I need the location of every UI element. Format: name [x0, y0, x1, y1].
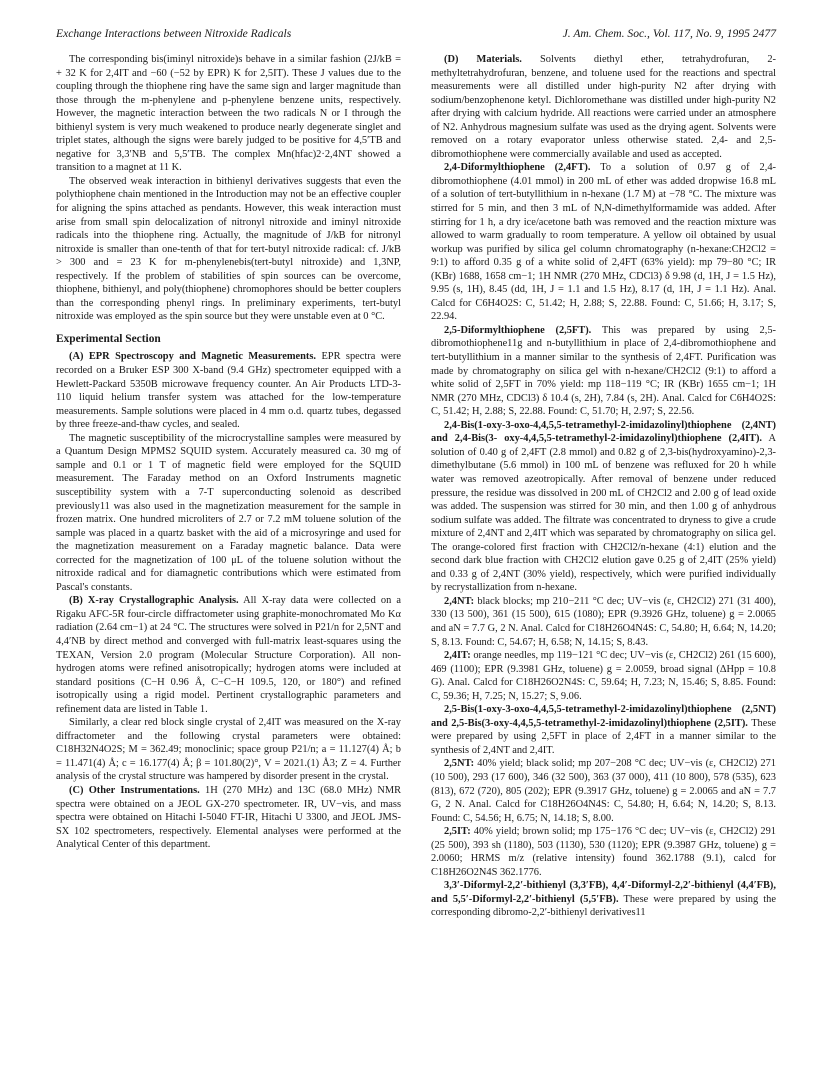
subsection-heading-epr: (A) EPR Spectroscopy and Magnetic Measurements. — [69, 351, 316, 363]
paragraph-2-5it — [431, 825, 776, 879]
compound-heading-bithienyl: 3,3′-Diformyl-2,2′-bithienyl (3,3′FB), 4,4′-Diformyl-2,2′-bithienyl (4,4′FB), and 5,5′-Diformyl-2,2′-bithienyl (5,5′FB). — [431, 880, 776, 905]
paragraph-coupling: The corresponding bis(iminyl nitroxide)s behave in a similar fashion (2J/kB = + 32 K for 2,4IT and −60 (−52 by EPR) K for 2,5IT). These J values due to the coupling through the thiophene ring have the same sign and larger magnitude than those through the m-phenylene and p-phenylene benzene units, respectively. However, the magnetic interaction between the two radicals N or I through the bithienyl system is very much weakened to produce nearly degenerate singlet and triplet states, although the signs were barely judged to be positive for 4,5′TB and negative for 3,3′NB and 5,5′TB. The complex Mn(hfac)2·2,4NT showed a transition to a magnet at 11 K. — [56, 54, 401, 174]
paragraph-epr — [56, 350, 401, 431]
compound-heading-bis-2-4: 2,4-Bis(1-oxy-3-oxo-4,4,5,5-tetramethyl-2-imidazolinyl)thiophene (2,4NT) and 2,4-Bis(3- oxy-4,4,5,5-tetramethyl-2-imidazolinyl)thiophene (2,4IT). — [431, 419, 776, 445]
compound-label-2-5nt: 2,5NT: — [444, 758, 475, 770]
compound-data-2-5it: 40% yield; brown solid; mp 175−176 °C dec; UV−vis (ε, CH2Cl2) 291 (25 500), 393 sh (1180), 503 (1130), 530 (1120); EPR (9.3987 GHz, toluene) g = 2.0060; HRMS m/z (relative intensity) found 362.1788 (9.1), calcd for C18H26O2N4S 362.1776. — [431, 826, 776, 878]
subsection-heading-instrumentation: (C) Other Instrumentations. — [69, 784, 200, 796]
epr-text: EPR spectra were recorded on a Bruker ESP 300 X-band (9.4 GHz) spectrometer equipped with a Hewlett-Packard 5350B microwave frequency counter. An Air Products LTD-3-110 liquid helium transfer system was attached for the low-temperature measurements. Sample solutions were placed in 4 mm o.d. quartz tubes, degassed by three freeze-and-thaw cycles, and sealed. — [56, 351, 401, 431]
compound-text-bis-2-5: These were prepared by using 2,5FT in place of 2,4FT in a manner similar to the synthesis of 2,4NT and 2,4IT. — [431, 717, 776, 756]
paragraph-xray — [56, 594, 401, 716]
compound-heading-2-4ft: 2,4-Diformylthiophene (2,4FT). — [444, 162, 591, 174]
paragraph-bis-2-4 — [431, 419, 776, 595]
paragraph-bithienyl — [431, 879, 776, 920]
compound-text-bis-2-4: A solution of 0.40 g of 2,4FT (2.8 mmol) and 0.82 g of 2,3-bis(hydroxyamino)-2,3-dimethylbutane (5.6 mmol) in 100 mL of benzene was refluxed for 20 h while water was removed azeotropically. After removal of benzene under reduced pressure, the residue was dissolved in 200 mL of CH2Cl2 and 2.00 g of lead oxide was added. The suspension was stirred for 30 min, and then 1.00 g of anhydrous sodium sulfate was added. The filtrate was concentrated to dryness to give a crude mixture of 2,4NT and 2,4IT which was separated by chromatography on silica gel. The orange-colored first fraction with CH2Cl2/n-hexane (4:1) elution and the second dark blue fraction with CH2Cl2 elution gave 0.25 g of 2,4IT (25% yield) and 0.33 g of 2,4NT (30% yield), respectively, which were purified individually by recrystallization from n-hexane. — [431, 433, 776, 594]
compound-text-2-4ft: To a solution of 0.97 g of 2,4-dibromothiophene (4.01 mmol) in 200 mL of ether was added dropwise 16.8 mL of a solution of tert-butyllithium in n-hexane (1.7 M) at −78 °C. The mixture was stirred for 5 min, and then 3 mL of N,N-dimethylformamide was added. After stirring for 1 h, a dry ice/acetone bath was removed and the reaction mixture was allowed to warm gradually to room temperature. A yellow oil obtained by usual workup was purified by silica gel column chromatography (n-hexane:CH2Cl2 = 9:1) to afford 0.35 g of a white solid of 2,4FT (63% yield): mp 79−80 °C; IR (KBr) 1688, 1658 cm−1; 1H NMR (270 MHz, CDCl3) δ 9.98 (d, 1H, J = 1.5 Hz), 9.95 (s, 1H), 8.45 (dd, 1H, J = 1.1 and 1.5 Hz), 8.17 (d, 1H, J = 1.1 Hz). Anal. Calcd for C6H4O2S: C, 51.42; H, 2.88; S, 22.88. Found: C, 51.66; H, 3.17; S, 22.94. — [431, 162, 776, 323]
paragraph-instrumentation — [56, 784, 401, 852]
compound-heading-2-5ft: 2,5-Diformylthiophene (2,5FT). — [444, 324, 592, 336]
compound-label-2-4nt: 2,4NT: — [444, 595, 475, 607]
paragraph-2-4nt — [431, 595, 776, 649]
compound-data-2-4it: orange needles, mp 119−121 °C dec; UV−vis (ε, CH2Cl2) 261 (15 600), 469 (1100); EPR (9.3981 GHz, toluene) g = 2.0059, broad signal (ΔHpp = 10.8 G). Anal. Calcd for C18H26O2N4S: C, 59.64; H, 7.23; N, 15.46; S, 8.85. Found: C, 59.36; H, 7.25; N, 15.27; S, 9.06. — [431, 650, 776, 702]
xray-text: All X-ray data were collected on a Rigaku AFC-5R four-circle diffractometer using graphite-monochromated Mo Kα radiation (2.64 cm−1) at 24 °C. The structures were solved in P21/n for 2,5NT and 4,4′NB by direct method and converged with full-matrix least-squares using the TEXAN, Version 2.0 program (Molecular Structure Corporation). All non-hydrogen atoms were refined anisotropically; hydrogen atoms were included at standard positions (C−H 0.96 Å, C−C−H 109.5, 120, or 180°) and refined isotropically using a rigid model. Pertinent crystallographic parameters and refinement data are listed in Table 1. — [56, 595, 401, 715]
paragraph-crystal-params: Similarly, a clear red block single crystal of 2,4IT was measured on the X-ray diffractometer and the following crystal parameters were obtained: C18H32N4O2S; M = 362.49; monoclinic; space group P21/n; a = 11.127(4) Å; b = 11.471(4) Å; c = 16.177(4) Å; β = 101.80(2)°, V = 2021.(1) Å3; Z = 4. Further analysis of the crystal structure was hampered by disorder present in the crystal. — [56, 717, 401, 783]
paragraph-2-4it — [431, 649, 776, 703]
compound-text-bithienyl: These were prepared by using the corresponding dibromo-2,2′-bithienyl derivatives11 — [431, 893, 776, 919]
compound-heading-bis-2-5: 2,5-Bis(1-oxy-3-oxo-4,4,5,5-tetramethyl-2-imidazolinyl)thiophene (2,5NT) and 2,5-Bis(3-oxy-4,4,5,5-tetramethyl-2-imidazolinyl)thiophene (2,5IT). — [431, 704, 776, 729]
paragraph-susceptibility: The magnetic susceptibility of the microcrystalline samples were measured by a Quantum Design MPMS2 SQUID system. Accurately measured ca. 30 mg of sample and 0.1 or 1 T of magnetic field were employed for the SQUID measurement. The Faraday method on an Oxford Instruments magnetic susceptibility system with a 7-T superconducting solenoid as described previously11 was also used in the magnetization measurement for the sample in frozen matrix. One hundred microliters of 2.7 or 7.2 mM toluene solution of the sample was placed in a quartz basket with the aid of a microsyringe and used for the magnetization measurement on a Faraday magnetic balance. Data were corrected for the magnetization of 100 μL of the toluene solution without the nitroxide radical and for diamagnetic contributions which were estimated from Pascal's constants. — [56, 432, 401, 593]
compound-label-2-4it: 2,4IT: — [444, 650, 471, 662]
compound-data-2-5nt: 40% yield; black solid; mp 207−208 °C dec; UV−vis (ε, CH2Cl2) 271 (10 500), 293 (17 600), 346 (32 500), 363 (37 000), 411 (10 800), 578 (535), 623 (813), 672 (720), 805 (202); EPR (9.3917 GHz, toluene) g = 2.0065 and aN = 7.7 G, 2 N. Anal. Calcd for C18H26O4N4S: C, 54.80; H, 6.64; N, 14.20; S, 8.13. Found: C, 54.56; H, 6.75; N, 14.18; S, 8.00. — [431, 758, 776, 824]
subsection-heading-materials: (D) Materials. — [444, 54, 522, 65]
compound-text-2-5ft: This was prepared by using 2,5-dibromothiophene11g and n-butyllithium in place of 2,4-dibromothiophene and tert-butyllithium in a manner similar to the synthesis of 2,4FT. Purification was made by chromatography on silica gel with n-hexane/CH2Cl2 (9:1) to afford a white solid of 2,5FT in 70% yield: mp 118−119 °C; IR (KBr) 1655 cm−1; 1H NMR (270 MHz, CDCl3) δ 10.4 (s, 2H), 7.84 (s, 2H). Anal. Calcd for C6H4O2S: C, 51.42; H, 2.88; S, 22.88. Found: C, 51.70; H, 2.97; S, 22.56. — [431, 324, 776, 418]
paragraph-2-4ft — [431, 161, 776, 324]
paragraph-bis-2-5 — [431, 703, 776, 757]
materials-text: Solvents diethyl ether, tetrahydrofuran, 2-methyltetrahydrofuran, benzene, and toluene used for the reactions and spectral measurements were all distilled under high-purity N2 after drying with sodium/benzophenone ketyl. Dichloromethane was distilled under high-purity N2 after drying with calcium hydride. All reactions were carried under an atmosphere of N2. Anhydrous magnesium sulfate was used as the drying agent. Solvents were removed on a rotary evaporator unless otherwise stated. 2,4- and 2,5-dibromothiophene were commercially available and used as accepted. — [431, 54, 776, 160]
running-title: Exchange Interactions between Nitroxide Radicals — [56, 27, 292, 40]
section-heading-experimental: Experimental Section — [56, 332, 161, 345]
journal-citation: J. Am. Chem. Soc., Vol. 117, No. 9, 1995 2477 — [562, 27, 776, 40]
right-column — [431, 53, 776, 920]
paragraph-weak-interaction: The observed weak interaction in bithienyl derivatives suggests that even the polythiophene chain mentioned in the Introduction may not be an effective coupler for aligning the spins attached as pendants. However, this weak interaction must arise from small spin delocalization of nitronyl nitroxide and iminyl nitroxide radicals into the thiophene ring. Actually, the magnitude of J/kB for nitronyl nitroxide is smaller than one-tenth of that for tert-butyl nitroxide radical: cf. J/kB > 300 and = 23 K for m-phenylenebis(tert-butyl nitroxide) and 1,3NP, respectively. If the problem of stabilities of spin sources can be overcome, thiophene, bithienyl, and poly(thiophene) chromophores should be better couplers than the corresponding phenyl rings. In preliminary experiments, tert-butyl nitroxide was employed as the spin source but they were unstable even at 0 °C. — [56, 175, 401, 323]
paragraph-materials — [431, 53, 776, 161]
paragraph-2-5nt — [431, 757, 776, 825]
compound-label-2-5it: 2,5IT: — [444, 826, 471, 838]
running-header — [56, 27, 776, 41]
paragraph-2-5ft — [431, 324, 776, 419]
instrumentation-text: 1H (270 MHz) and 13C (68.0 MHz) NMR spectra were obtained on a JEOL GX-270 spectrometer. IR, UV−vis, and mass spectra were obtained on Hitachi I-5040 FT-IR, Hitachi U 3300, and JEOL JMS-SX 102 spectrometers, respectively. Elemental analyses were performed at the Analytical Center of this department. — [56, 784, 401, 851]
subsection-heading-xray: (B) X-ray Crystallographic Analysis. — [69, 595, 239, 607]
compound-data-2-4nt: black blocks; mp 210−211 °C dec; UV−vis (ε, CH2Cl2) 271 (31 400), 330 (13 500), 361 (15 500), 615 (1080); EPR (9.3926 GHz, toluene) g = 2.0065 and aN = 7.7 G, 2 N. Anal. Calcd for C18H26O4N4S: C, 54.80; H, 6.64; N, 14.20; S, 8.13. Found: C, 54.67; H, 6.58; N, 14.15; S, 8.43. — [431, 595, 776, 648]
body-columns — [56, 53, 776, 920]
left-column — [56, 53, 401, 920]
